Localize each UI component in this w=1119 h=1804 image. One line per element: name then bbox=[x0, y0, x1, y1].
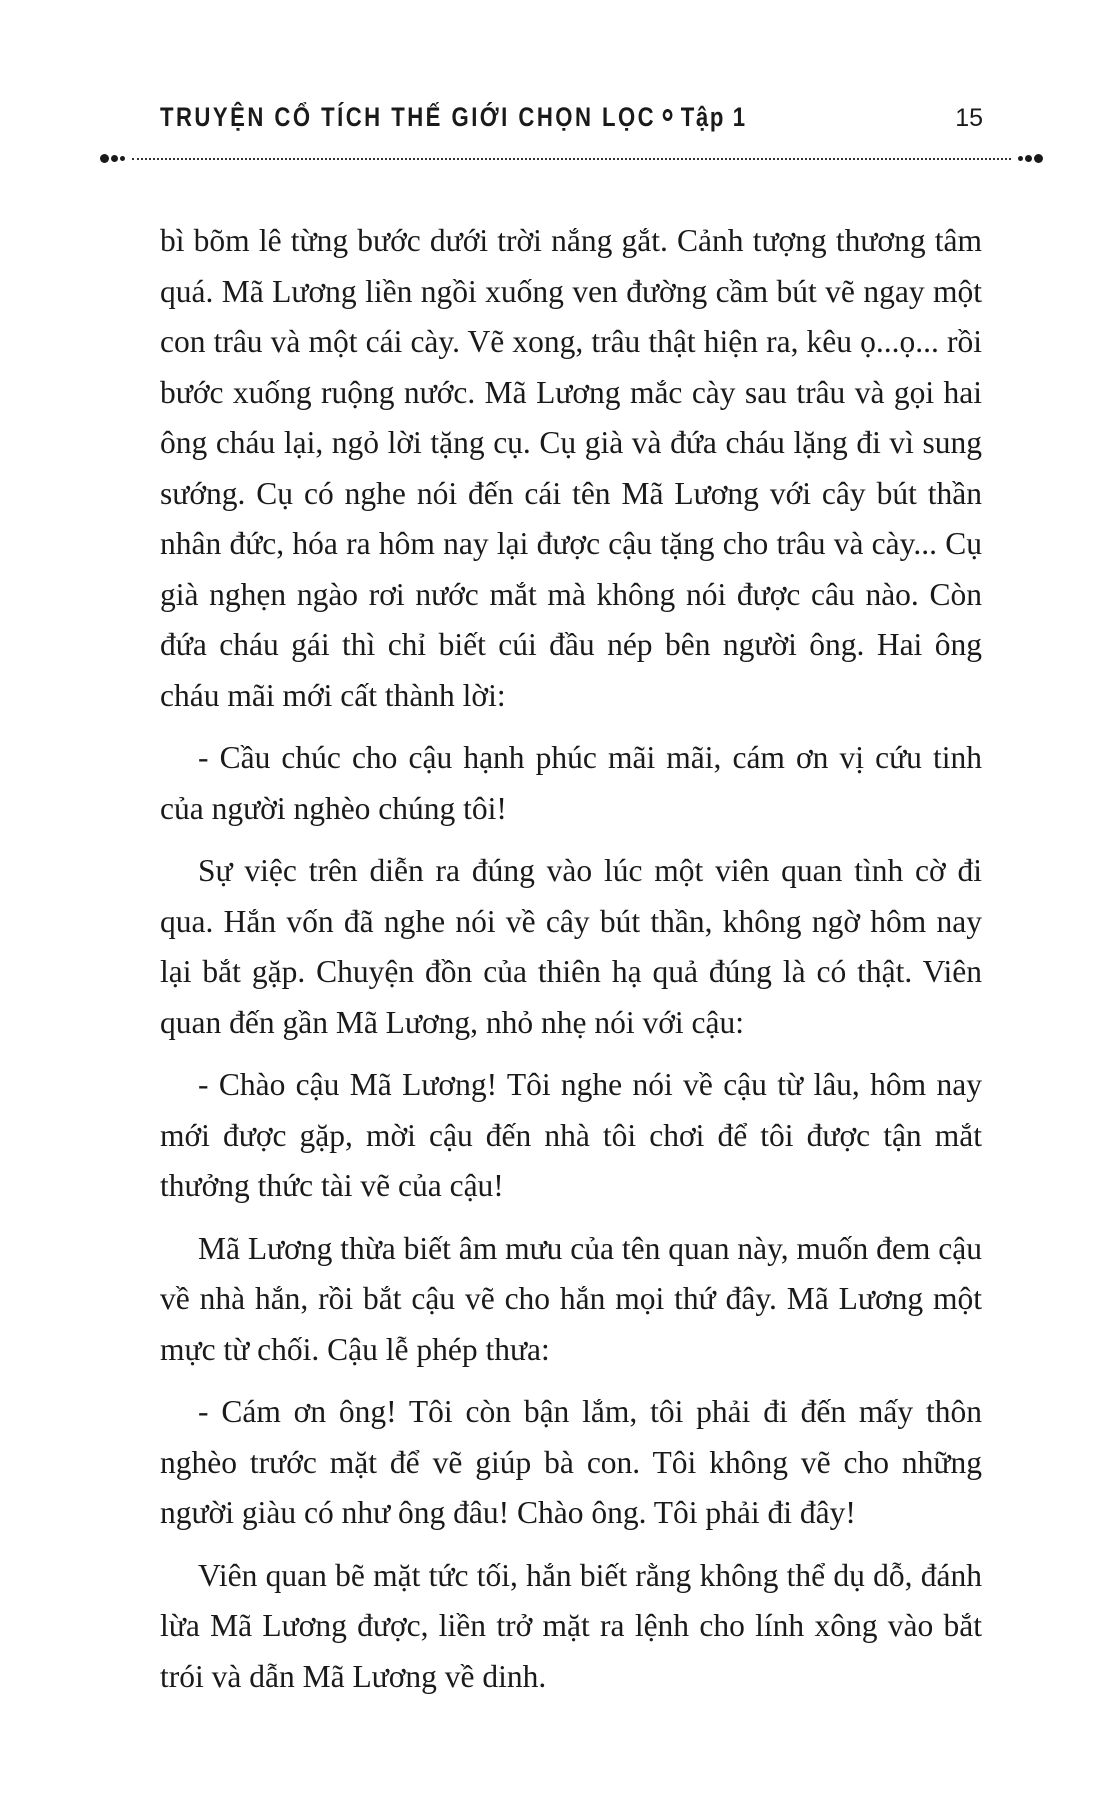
story-body bbox=[160, 216, 982, 1714]
book-title bbox=[160, 102, 747, 133]
page-number: 15 bbox=[955, 104, 983, 132]
dotted-header-rule bbox=[100, 154, 1043, 164]
running-header bbox=[160, 102, 983, 146]
paragraph: Mã Lương thừa biết âm mưu của tên quan này, muốn đem cậu về nhà hắn, rồi bắt cậu vẽ cho hắn mọi thứ đây. Mã Lương một mực từ chối. Cậu lễ phép thưa: bbox=[160, 1230, 982, 1367]
dialogue-paragraph: - Chào cậu Mã Lương! Tôi nghe nói về cậu từ lâu, hôm nay mới được gặp, mời cậu đến nhà tôi chơi để tôi được tận mắt thưởng thức tài vẽ của cậu! bbox=[160, 1067, 982, 1203]
circle-separator-icon bbox=[663, 109, 673, 121]
rule-left-ornament-icon bbox=[100, 154, 125, 163]
dialogue-paragraph: - Cầu chúc cho cậu hạnh phúc mãi mãi, cám ơn vị cứu tinh của người nghèo chúng tôi! bbox=[160, 740, 982, 826]
book-title-text: TRUYỆN CỔ TÍCH THẾ GIỚI CHỌN LỌC bbox=[160, 102, 657, 132]
paragraph: Sự việc trên diễn ra đúng vào lúc một viên quan tình cờ đi qua. Hắn vốn đã nghe nói về cây bút thần, không ngờ hôm nay lại bắt gặp. Chuyện đồn của thiên hạ quả đúng là có thật. Viên quan đến gần Mã Lương, nhỏ nhẹ nói với cậu: bbox=[160, 853, 982, 1040]
paragraph: Viên quan bẽ mặt tức tối, hắn biết rằng không thể dụ dỗ, đánh lừa Mã Lương được, liền trở mặt ra lệnh cho lính xông vào bắt trói và dẫn Mã Lương về dinh. bbox=[160, 1557, 982, 1694]
volume-label: Tập 1 bbox=[680, 102, 747, 132]
paragraph: bì bõm lê từng bước dưới trời nắng gắt. Cảnh tượng thương tâm quá. Mã Lương liền ngồi xuống ven đường cầm bút vẽ ngay một con trâu và một cái cày. Vẽ xong, trâu thật hiện ra, kêu ọ...ọ... rồi bước xuống ruộng nước. Mã Lương mắc cày sau trâu và gọi hai ông cháu lại, ngỏ lời tặng cụ. Cụ già và đứa cháu lặng đi vì sung sướng. Cụ có nghe nói đến cái tên Mã Lương với cây bút thần nhân đức, hóa ra hôm nay lại được cậu tặng cho trâu và cày... Cụ già nghẹn ngào rơi nước mắt mà không nói được câu nào. Còn đứa cháu gái thì chỉ biết cúi đầu nép bên người ông. Hai ông cháu mãi mới cất thành lời: bbox=[160, 223, 982, 713]
dialogue-paragraph: - Cám ơn ông! Tôi còn bận lắm, tôi phải đi đến mấy thôn nghèo trước mặt để vẽ giúp bà con. Tôi không vẽ cho những người giàu có như ông đâu! Chào ông. Tôi phải đi đây! bbox=[160, 1394, 982, 1530]
rule-right-ornament-icon bbox=[1018, 154, 1043, 163]
